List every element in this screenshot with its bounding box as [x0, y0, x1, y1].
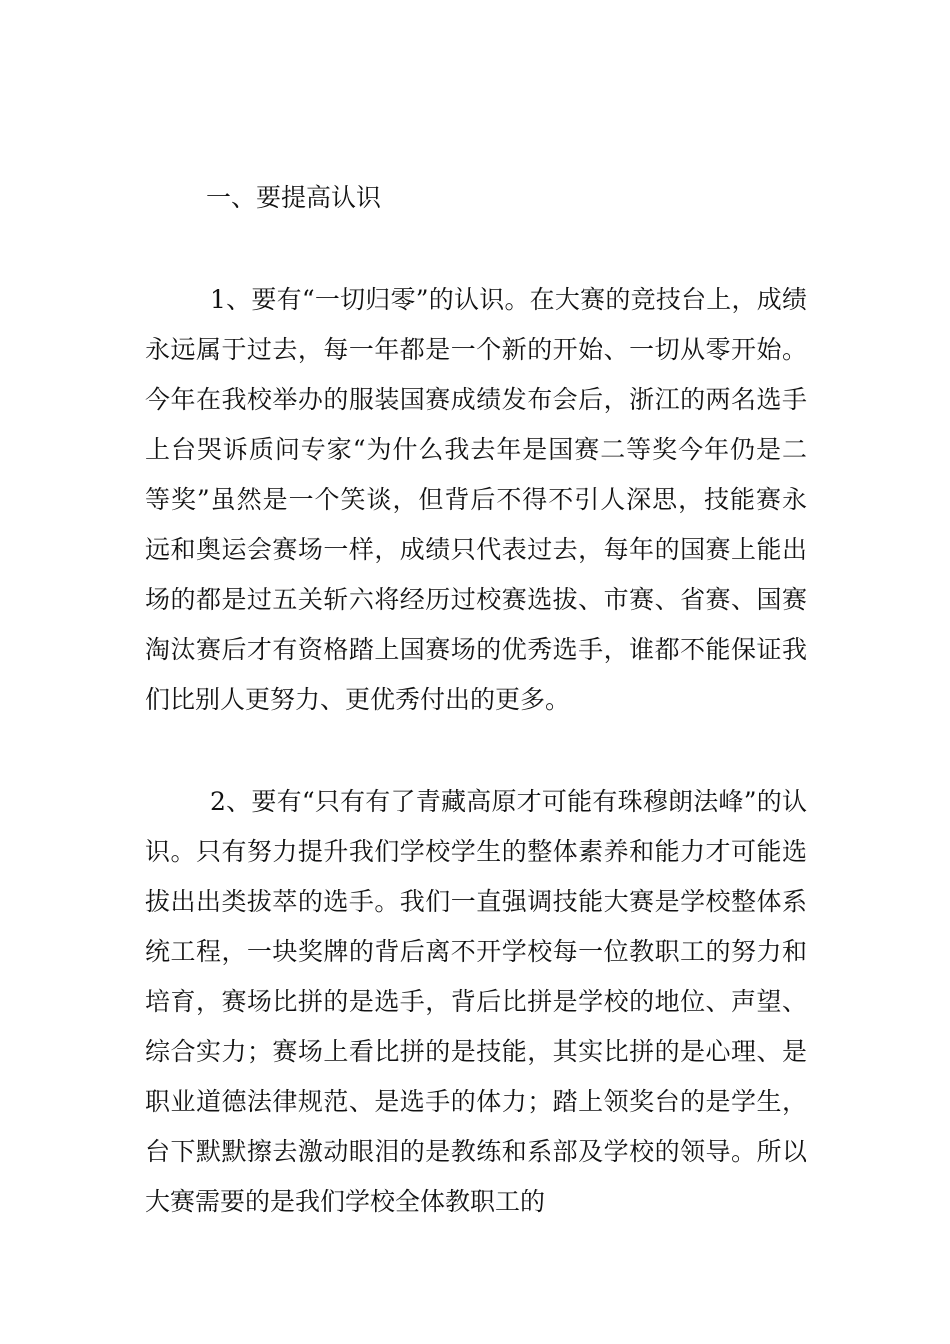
paragraph-1: 1、要有“一切归零”的认识。在大赛的竞技台上，成绩永远属于过去，每一年都是一个新的开始、一切从零开始。今年在我校举办的服装国赛成绩发布会后，浙江的两名选手上台哭诉质问专家“为什么我去年是国赛二等奖今年仍是二等奖”虽然是一个笑谈，但背后不得不引人深思，技能赛永远和奥运会赛场一样，成绩只代表过去，每年的国赛上能出场的都是过五关斩六将经历过校赛选拔、市赛、省赛、国赛淘汰赛后才有资格踏上国赛场的优秀选手，谁都不能保证我们比别人更努力、更优秀付出的更多。: [145, 285, 807, 714]
paragraph-2: 2、要有“只有有了青藏高原才可能有珠穆朗法峰”的认识。只有努力提升我们学校学生的整体素养和能力才可能选拔出出类拔萃的选手。我们一直强调技能大赛是学校整体系统工程，一块奖牌的背后离不开学校每一位教职工的努力和培育，赛场比拼的是选手，背后比拼是学校的地位、声望、综合实力；赛场上看比拼的是技能，其实比拼的是心理、是职业道德法律规范、是选手的体力；踏上领奖台的是学生，台下默默擦去激动眼泪的是教练和系部及学校的领导。所以大赛需要的是我们学校全体教职工的: [145, 787, 807, 1216]
section-heading: 一、要提高认识: [206, 183, 382, 212]
